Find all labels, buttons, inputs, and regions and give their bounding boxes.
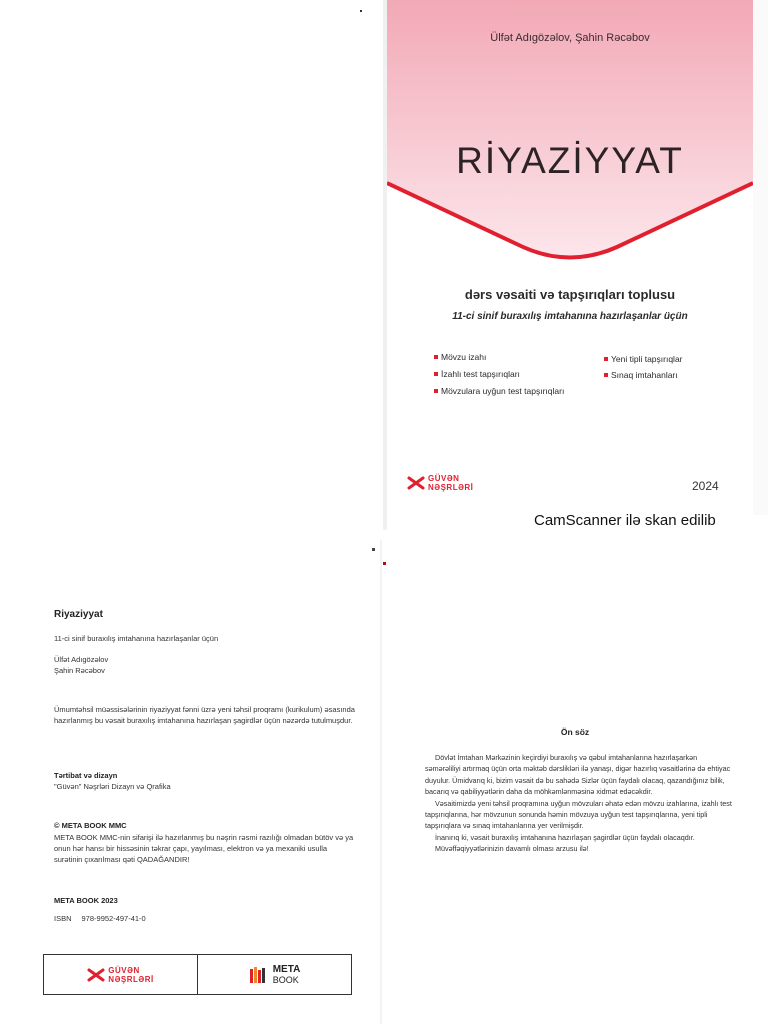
scan-speck xyxy=(360,10,362,12)
feature-item: Mövzulara uyğun test tapşırıqları xyxy=(434,386,564,396)
guven-logo-line2: NƏŞRLƏRİ xyxy=(108,974,154,984)
design-label: Tərtibat və dizayn xyxy=(54,771,118,780)
metabook-logo-line2: BOOK xyxy=(272,974,299,985)
book-cover xyxy=(387,0,753,515)
bullet-square-icon xyxy=(604,357,608,361)
guven-logo xyxy=(44,955,197,994)
bullet-square-icon xyxy=(434,372,438,376)
foreword-title: Ön söz xyxy=(560,727,590,737)
publisher-logos-box xyxy=(43,954,352,995)
feature-item: İzahlı test tapşırıqları xyxy=(434,369,564,379)
bullet-square-icon xyxy=(434,389,438,393)
foreword-paragraph: Vəsaitimizdə yeni təhsil proqramına uyğun mövzuları əhatə edən mövzu izahlarına, izahlı test tapşırıqlarına, hər mövzunun sonunda həmin mövzuya uyğun test tapşırıqlarına, yeni tipli tapşırıqlara və sınaq imtahanlarına yer verilmişdir. xyxy=(425,798,732,831)
imprint-title: Riyaziyyat xyxy=(54,609,103,620)
cross-icon xyxy=(87,968,105,982)
imprint-author: Şahin Rəcəbov xyxy=(54,666,105,675)
edition-label: META BOOK 2023 xyxy=(54,896,118,905)
bullet-square-icon xyxy=(604,373,608,377)
cross-icon xyxy=(407,476,425,490)
cover-title: RİYAZİYYAT xyxy=(456,140,684,181)
foreword-paragraph: Dövlət İmtahan Mərkəzinin keçirdiyi buraxılış və qəbul imtahanlarına hazırlaşarkən səmərəliliyi artırmaq üçün orta məktəb dərslikləri ilə yanaşı, digər hazırlıq vəsaitlərinə də ehtiyac duyulur. Ümidvarıq ki, bizim vəsait də bu sahədə Sizlər üçün faydalı olacaq, qazandığınız bilik, bacarıq və qabiliyyətlərin daha da möhkəmlənməsinə xidmət edəcəkdir. xyxy=(425,753,731,797)
copyright-label: © META BOOK MMC xyxy=(54,821,127,830)
design-value: "Güvən" Nəşrləri Dizayn və Qrafika xyxy=(54,782,171,791)
cover-year: 2024 xyxy=(692,479,719,493)
scan-margin xyxy=(753,0,768,515)
publisher-logo xyxy=(407,473,497,493)
metabook-logo xyxy=(198,955,351,994)
foreword-body xyxy=(425,752,733,855)
imprint-approval-text: Ümumtəhsil müəssisələrinin riyaziyyat fənni üzrə yeni təhsil proqramı (kurikulum) əsasında hazırlanmış bu vəsait buraxılış imtahanına hazırlaşan şagirdlər üçün nəzərdə tutulmuşdur. xyxy=(54,705,355,725)
scanner-watermark: CamScanner ilə skan edilib xyxy=(534,512,716,529)
scan-speck xyxy=(372,548,375,551)
copyright-text: META BOOK MMC-nin sifarişi ilə hazırlanmış bu nəşrin rəsmi razılığı olmadan bütöv və ya onun hər hansı bir hissəsinin təkrar çapı, yayılması, elektron və ya mexaniki usulla surətinin çıxarılması qəti QADAĞANDIR! xyxy=(54,833,354,864)
foreword-paragraph: İnanırıq ki, vəsait buraxılış imtahanına hazırlaşan şagirdlər üçün faydalı olacaqdır. xyxy=(435,832,695,842)
publisher-name-line2: NƏŞRLƏRİ xyxy=(428,483,474,492)
publisher-name-line1: GÜVƏN xyxy=(428,474,460,483)
blank-left-page xyxy=(0,0,383,530)
page-gutter xyxy=(380,540,382,1024)
scan-speck xyxy=(383,562,386,565)
metabook-logo-line1: META xyxy=(272,963,301,975)
cover-subtitle: dərs vəsaiti və tapşırıqları toplusu xyxy=(464,287,676,302)
book-icon xyxy=(249,966,269,984)
guven-logo-line1: GÜVƏN xyxy=(108,965,140,975)
isbn-label: ISBN xyxy=(54,914,72,923)
features-left xyxy=(434,352,564,396)
feature-item: Mövzu izahı xyxy=(434,352,564,362)
feature-item: Yeni tipli tapşırıqlar xyxy=(604,354,683,364)
imprint-audience: 11-ci sinif buraxılış imtahanına hazırlaşanlar üçün xyxy=(54,634,219,643)
features-right xyxy=(604,354,683,380)
imprint-author: Ülfət Adıgözəlov xyxy=(54,655,109,664)
foreword-paragraph: Müvəffəqiyyətlərinizin davamlı olması arzusu ilə! xyxy=(435,844,589,854)
feature-item: Sınaq imtahanları xyxy=(604,370,683,380)
bullet-square-icon xyxy=(434,355,438,359)
cover-authors: Ülfət Adıgözəlov, Şahin Rəcəbov xyxy=(490,32,650,44)
cover-target-audience: 11-ci sinif buraxılış imtahanına hazırlaşanlar üçün xyxy=(452,311,688,322)
isbn-number: 978-9952-497-41-0 xyxy=(81,914,146,923)
isbn-line xyxy=(54,913,146,924)
